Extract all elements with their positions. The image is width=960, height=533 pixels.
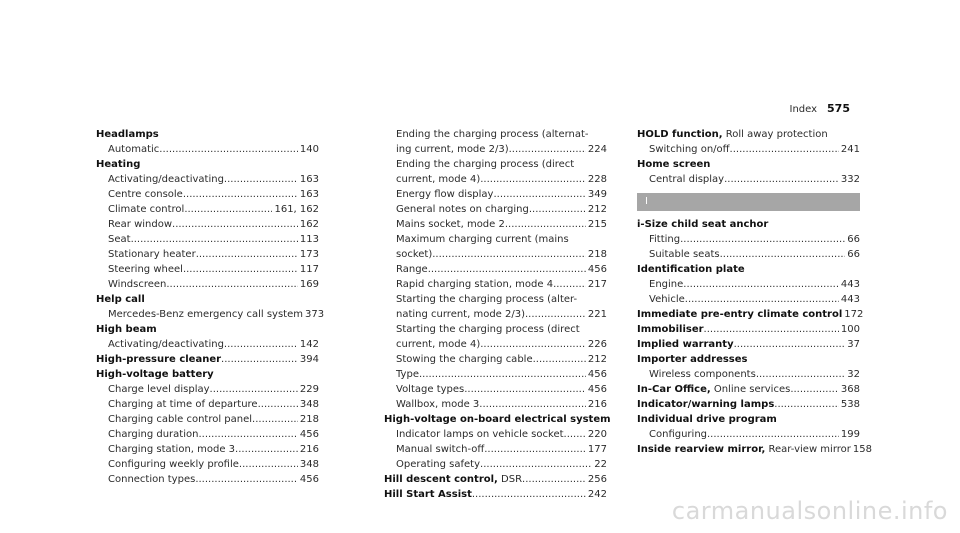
index-subentry — [384, 442, 607, 457]
dot-leader — [756, 367, 845, 382]
index-subentry — [384, 262, 607, 277]
page-reference: 242 — [587, 489, 607, 500]
index-heading — [637, 322, 860, 337]
page-reference: 228 — [587, 174, 607, 185]
heading-text: High-voltage on-board electrical system — [384, 414, 611, 425]
index-subentry — [96, 427, 319, 442]
index-subentry — [384, 202, 607, 217]
dot-leader — [505, 217, 586, 232]
page-reference: 22 — [594, 459, 607, 470]
dot-leader — [419, 367, 586, 382]
index-subentry — [637, 427, 860, 442]
entry-text: Fitting — [649, 234, 681, 245]
entry-text: socket) — [396, 249, 433, 260]
dot-leader — [480, 172, 586, 187]
entry-text: Wireless components — [649, 369, 756, 380]
entry-text: Operating safety — [396, 459, 481, 470]
page-reference: 373 — [305, 309, 325, 320]
index-heading — [384, 487, 607, 502]
entry-text: Maximum charging current (mains — [396, 234, 569, 245]
dot-leader — [195, 472, 298, 487]
index-subentry — [96, 397, 319, 412]
entry-text: Ending the charging process (alternat- — [396, 129, 589, 140]
entry-text: Charge level display — [108, 384, 210, 395]
dot-leader — [720, 247, 846, 262]
index-subentry — [384, 142, 607, 157]
dot-leader — [480, 337, 586, 352]
dot-leader — [224, 172, 298, 187]
dot-leader — [235, 442, 298, 457]
page-reference: 163 — [299, 174, 319, 185]
index-subentry — [637, 277, 860, 292]
entry-text: Charging station, mode 3 — [108, 444, 236, 455]
entry-text: Range — [396, 264, 428, 275]
index-heading — [637, 127, 860, 142]
entry-text: General notes on charging — [396, 204, 529, 215]
page-reference: 443 — [840, 294, 860, 305]
heading-text: Importer addresses — [637, 354, 748, 365]
index-subentry — [96, 442, 319, 457]
entry-text: Stationary heater — [108, 249, 196, 260]
entry-text: Charging duration — [108, 429, 199, 440]
section-label: Index — [789, 104, 818, 115]
heading-text: High-voltage battery — [96, 369, 214, 380]
see-reference: Rear-view mirror — [765, 444, 851, 455]
dot-leader — [730, 142, 839, 157]
page-reference: 220 — [587, 429, 607, 440]
dot-leader — [480, 457, 592, 472]
page-reference: 113 — [299, 234, 319, 245]
index-heading — [637, 157, 860, 172]
page-reference: 349 — [587, 189, 607, 200]
index-column-1 — [96, 127, 325, 487]
index-heading — [637, 337, 860, 352]
dot-leader — [210, 382, 298, 397]
entry-text: Voltage types — [396, 384, 465, 395]
heading-text: Inside rearview mirror, — [637, 444, 766, 455]
page-reference: 216 — [299, 444, 319, 455]
page-reference: 368 — [840, 384, 860, 395]
index-subentry — [637, 367, 860, 382]
index-subentry — [384, 157, 607, 172]
index-subentry — [637, 247, 860, 262]
dot-leader — [432, 247, 586, 262]
dot-leader — [564, 427, 586, 442]
see-reference: Online services — [710, 384, 791, 395]
heading-text: Heating — [96, 159, 141, 170]
dot-leader — [196, 247, 298, 262]
page-reference: 158 — [852, 444, 872, 455]
index-subentry — [384, 457, 607, 472]
index-subentry — [384, 322, 607, 337]
index-subentry — [384, 292, 607, 307]
index-subentry — [96, 217, 319, 232]
heading-text: Hill descent control, — [384, 474, 498, 485]
page-reference: 538 — [840, 399, 860, 410]
dot-leader — [529, 202, 586, 217]
entry-text: Manual switch-off — [396, 444, 485, 455]
page-reference: 172 — [844, 309, 864, 320]
index-heading — [637, 262, 860, 277]
watermark: carmanualsonline.info — [671, 497, 948, 525]
index-subentry — [637, 172, 860, 187]
entry-text: Suitable seats — [649, 249, 720, 260]
page-reference: 456 — [299, 429, 319, 440]
dot-leader — [683, 277, 839, 292]
dot-leader — [131, 232, 298, 247]
dot-leader — [724, 172, 839, 187]
dot-leader — [472, 487, 586, 502]
dot-leader — [166, 277, 298, 292]
index-subentry — [96, 337, 319, 352]
entry-text: Charging at time of departure — [108, 399, 258, 410]
page-reference: 256 — [587, 474, 607, 485]
entry-text: ing current, mode 2/3) — [396, 144, 509, 155]
dot-leader — [221, 352, 298, 367]
entry-text: Windscreen — [108, 279, 167, 290]
heading-text: HOLD function, — [637, 129, 723, 140]
index-subentry — [384, 277, 607, 292]
index-column-3 — [637, 127, 872, 457]
page-reference: 100 — [840, 324, 860, 335]
page-reference: 218 — [299, 414, 319, 425]
heading-text: Implied warranty — [637, 339, 734, 350]
dot-leader — [685, 292, 839, 307]
index-subentry — [384, 232, 607, 247]
page-reference: 332 — [840, 174, 860, 185]
entry-text: Rapid charging station, mode 4 — [396, 279, 554, 290]
heading-text: Help call — [96, 294, 145, 305]
dot-leader — [183, 262, 298, 277]
page-number: 575 — [827, 102, 850, 115]
dot-leader — [790, 382, 839, 397]
entry-text: Mercedes-Benz emergency call system — [108, 309, 303, 320]
index-subentry — [96, 232, 319, 247]
dot-leader — [533, 352, 586, 367]
index-subentry — [384, 367, 607, 382]
index-subentry — [96, 187, 319, 202]
dot-leader — [172, 217, 298, 232]
entry-text: current, mode 4) — [396, 339, 481, 350]
index-subentry — [96, 382, 319, 397]
index-subentry — [384, 382, 607, 397]
entry-text: Mains socket, mode 2 — [396, 219, 505, 230]
page-reference: 117 — [299, 264, 319, 275]
dot-leader — [464, 382, 586, 397]
index-heading — [96, 292, 319, 307]
heading-text: Indicator/warning lamps — [637, 399, 775, 410]
index-heading — [637, 217, 860, 232]
entry-text: Configuring — [649, 429, 707, 440]
page-reference: 142 — [299, 339, 319, 350]
page-reference: 177 — [587, 444, 607, 455]
index-heading — [637, 442, 872, 457]
dot-leader — [509, 142, 586, 157]
index-subentry — [96, 202, 319, 217]
heading-text: i-Size child seat anchor — [637, 219, 769, 230]
dot-leader — [680, 232, 845, 247]
index-subentry — [96, 412, 319, 427]
dot-leader — [553, 277, 586, 292]
index-heading — [637, 382, 860, 397]
page-reference: 456 — [587, 384, 607, 395]
index-subentry — [384, 187, 607, 202]
page-reference: 456 — [299, 474, 319, 485]
page-reference: 348 — [299, 459, 319, 470]
entry-text: Indicator lamps on vehicle socket — [396, 429, 564, 440]
page-reference: 37 — [847, 339, 860, 350]
index-subentry — [96, 277, 319, 292]
heading-text: High beam — [96, 324, 157, 335]
page-reference: 217 — [587, 279, 607, 290]
index-column-2 — [384, 127, 611, 502]
index-subentry — [384, 307, 607, 322]
page-reference: 241 — [840, 144, 860, 155]
dot-leader — [224, 337, 298, 352]
entry-text: Activating/deactivating — [108, 339, 224, 350]
index-subentry — [384, 247, 607, 262]
entry-text: Stowing the charging cable — [396, 354, 533, 365]
page-reference: 163 — [299, 189, 319, 200]
entry-text: Climate control — [108, 204, 185, 215]
dot-leader — [428, 262, 586, 277]
index-subentry — [637, 142, 860, 157]
entry-text: Type — [396, 369, 419, 380]
index-heading — [96, 352, 319, 367]
page-reference: 212 — [587, 354, 607, 365]
index-subentry — [384, 397, 607, 412]
dot-leader — [184, 202, 272, 217]
index-subentry — [96, 247, 319, 262]
entry-text: Wallbox, mode 3 — [396, 399, 480, 410]
page-reference: 226 — [587, 339, 607, 350]
page-reference: 66 — [847, 249, 860, 260]
page-reference: 161, 162 — [274, 204, 319, 215]
page-reference: 229 — [299, 384, 319, 395]
heading-text: Immobiliser — [637, 324, 704, 335]
index-heading — [96, 127, 319, 142]
heading-text: High-pressure cleaner — [96, 354, 222, 365]
dot-leader — [479, 397, 586, 412]
entry-text: Automatic — [108, 144, 160, 155]
index-subentry — [96, 142, 319, 157]
page-reference: 32 — [847, 369, 860, 380]
entry-text: Seat — [108, 234, 131, 245]
dot-leader — [198, 427, 297, 442]
entry-text: Central display — [649, 174, 725, 185]
index-heading — [637, 352, 860, 367]
index-subentry — [96, 262, 319, 277]
index-subentry — [384, 172, 607, 187]
page-reference: 443 — [840, 279, 860, 290]
page-reference: 456 — [587, 369, 607, 380]
index-heading — [637, 307, 864, 322]
index-subentry — [96, 457, 319, 472]
entry-text: Activating/deactivating — [108, 174, 224, 185]
index-subentry — [384, 427, 607, 442]
entry-text: Engine — [649, 279, 684, 290]
entry-text: Connection types — [108, 474, 196, 485]
entry-text: Steering wheel — [108, 264, 183, 275]
page-reference: 66 — [847, 234, 860, 245]
heading-text: Home screen — [637, 159, 711, 170]
index-heading — [384, 472, 607, 487]
index-heading — [637, 397, 860, 412]
index-subentry — [384, 352, 607, 367]
dot-leader — [239, 457, 298, 472]
index-heading — [96, 367, 319, 382]
index-subentry — [384, 217, 607, 232]
dot-leader — [159, 142, 298, 157]
see-reference: Roll away protection — [722, 129, 828, 140]
index-heading — [384, 412, 611, 427]
entry-text: Centre console — [108, 189, 183, 200]
entry-text: Energy flow display — [396, 189, 494, 200]
page-reference: 169 — [299, 279, 319, 290]
index-subentry — [96, 472, 319, 487]
dot-leader — [484, 442, 586, 457]
dot-leader — [525, 307, 586, 322]
index-heading — [96, 157, 319, 172]
heading-text: Individual drive program — [637, 414, 777, 425]
page-reference: 173 — [299, 249, 319, 260]
entry-text: Vehicle — [649, 294, 685, 305]
dot-leader — [704, 322, 839, 337]
dot-leader — [493, 187, 585, 202]
entry-text: Configuring weekly profile — [108, 459, 239, 470]
page-reference: 394 — [299, 354, 319, 365]
index-subentry — [637, 292, 860, 307]
page-reference: 162 — [299, 219, 319, 230]
entry-text: current, mode 4) — [396, 174, 481, 185]
index-subentry — [96, 172, 319, 187]
heading-text: Immediate pre-entry climate control — [637, 309, 843, 320]
dot-leader — [183, 187, 298, 202]
heading-text: Identification plate — [637, 264, 745, 275]
entry-text: Starting the charging process (alter- — [396, 294, 578, 305]
dot-leader — [734, 337, 846, 352]
page-header — [790, 102, 851, 115]
page-reference: 348 — [299, 399, 319, 410]
dot-leader — [252, 412, 298, 427]
see-reference: DSR — [497, 474, 523, 485]
page-reference: 199 — [840, 429, 860, 440]
dot-leader — [707, 427, 839, 442]
index-subentry — [96, 307, 325, 322]
dot-leader — [774, 397, 839, 412]
entry-text: Switching on/off — [649, 144, 730, 155]
page-reference: 215 — [587, 219, 607, 230]
entry-text: Ending the charging process (direct — [396, 159, 575, 170]
index-subentry — [384, 127, 607, 142]
entry-text: nating current, mode 2/3) — [396, 309, 525, 320]
index-heading — [96, 322, 319, 337]
entry-text: Rear window — [108, 219, 173, 230]
page-reference: 216 — [587, 399, 607, 410]
dot-leader — [258, 397, 298, 412]
heading-text: In-Car Office, — [637, 384, 711, 395]
dot-leader — [522, 472, 586, 487]
page-reference: 456 — [587, 264, 607, 275]
entry-text: Starting the charging process (direct — [396, 324, 580, 335]
heading-text: Hill Start Assist — [384, 489, 472, 500]
heading-text: Headlamps — [96, 129, 159, 140]
index-subentry — [384, 337, 607, 352]
entry-text: Charging cable control panel — [108, 414, 253, 425]
page-reference: 224 — [587, 144, 607, 155]
page-reference: 218 — [587, 249, 607, 260]
page-reference: 212 — [587, 204, 607, 215]
index-heading — [637, 412, 860, 427]
page-reference: 140 — [299, 144, 319, 155]
index-subentry — [637, 232, 860, 247]
page-reference: 221 — [587, 309, 607, 320]
letter-section-bar: I — [637, 193, 860, 211]
